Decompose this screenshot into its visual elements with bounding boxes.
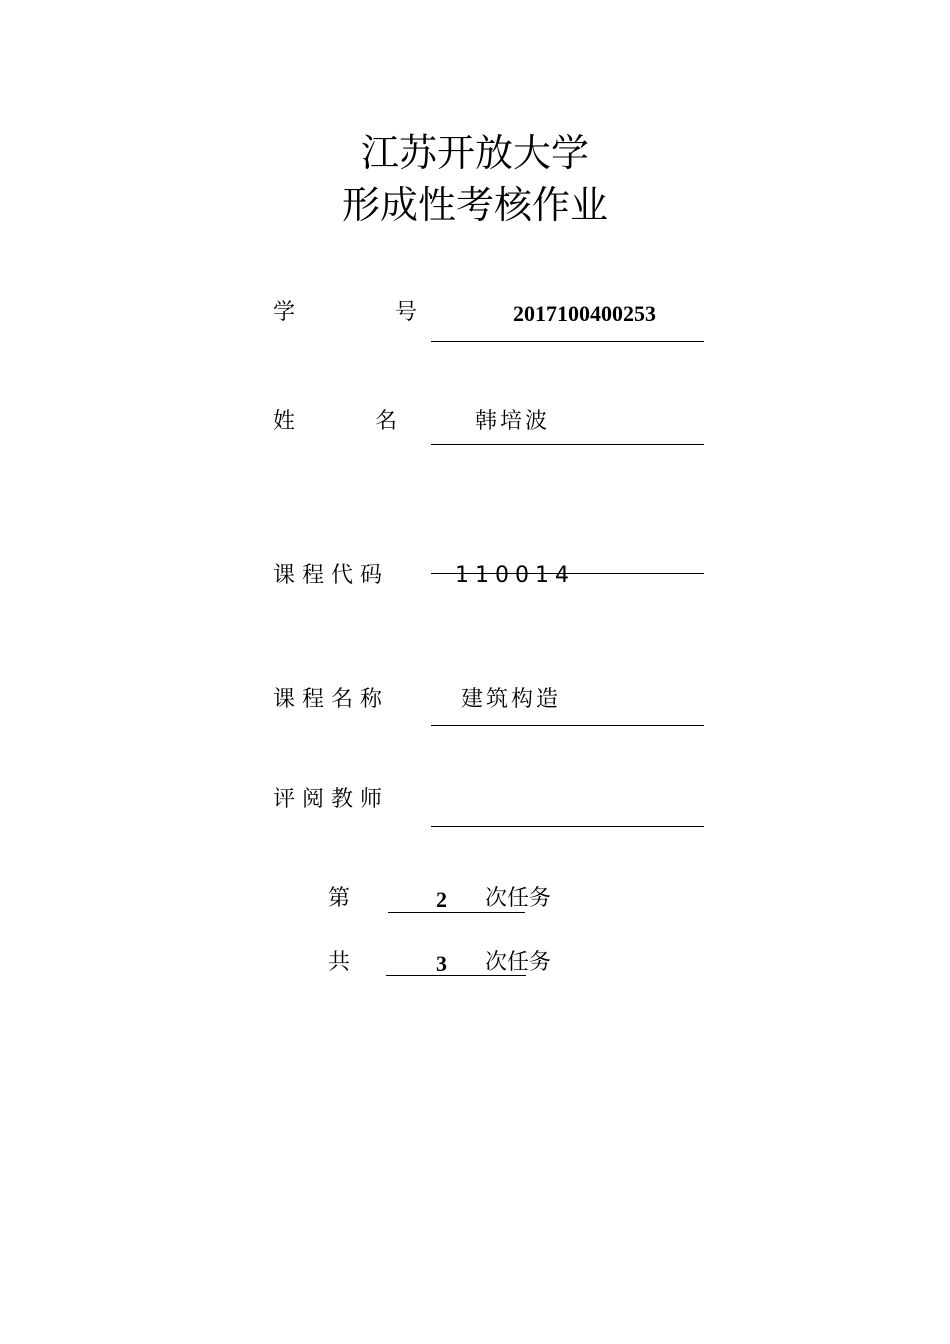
name-label-part2: 名: [375, 409, 398, 434]
student-id-underline: [431, 341, 704, 342]
assignment-subtitle: 形成性考核作业: [341, 183, 608, 227]
teacher-label: 评 阅 教 师: [273, 787, 382, 812]
university-title: 江苏开放大学: [360, 131, 589, 175]
student-id-label-part2: 号: [395, 300, 418, 325]
total-task-prefix: 共: [328, 950, 351, 975]
current-task-number: 2: [436, 887, 447, 912]
course-name-value: 建筑构造: [461, 687, 562, 712]
name-value: 韩培波: [475, 409, 551, 434]
teacher-underline: [431, 826, 704, 827]
name-underline: [431, 444, 704, 445]
current-task-prefix: 第: [328, 886, 351, 911]
course-code-underline: [431, 573, 704, 574]
total-task-number: 3: [436, 951, 447, 976]
total-task-suffix: 次任务: [485, 950, 552, 975]
current-task-suffix: 次任务: [485, 886, 552, 911]
name-label-part1: 姓: [273, 409, 296, 434]
course-code-label: 课 程 代 码: [273, 563, 382, 588]
course-name-label: 课 程 名 称: [273, 687, 382, 712]
student-id-value: 2017100400253: [513, 301, 656, 326]
total-task-underline: [386, 975, 526, 976]
current-task-underline: [388, 912, 525, 913]
course-code-value: 110014: [455, 563, 575, 588]
student-id-label-part1: 学: [273, 300, 296, 325]
course-name-underline: [431, 725, 704, 726]
